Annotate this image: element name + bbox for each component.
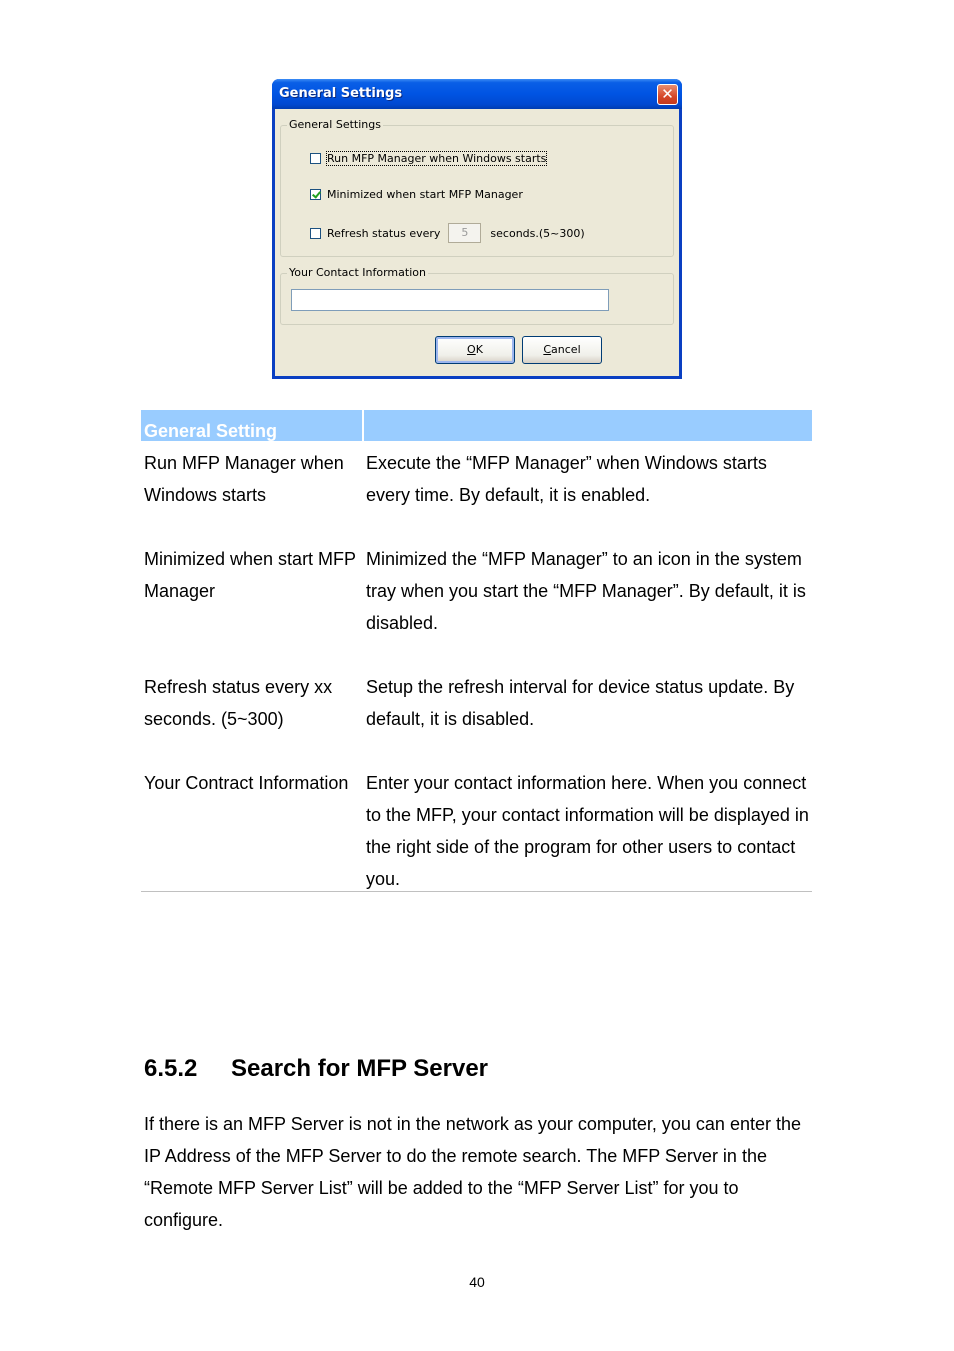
table-header-separator <box>362 410 364 441</box>
contact-info-group-label: Your Contact Information <box>289 266 426 279</box>
cancel-button-accesskey: C <box>543 343 552 356</box>
dialog-titlebar[interactable] <box>272 79 682 109</box>
ok-button[interactable] <box>435 336 515 364</box>
section-title: Search for MFP Server <box>231 1055 489 1082</box>
page-number: 40 <box>469 1274 485 1290</box>
table-header-label: General Setting <box>144 421 278 441</box>
table-header <box>141 410 812 441</box>
ok-button-accesskey: O <box>467 343 476 356</box>
refresh-status-label: Refresh status every <box>327 226 441 240</box>
section-heading <box>144 1053 488 1085</box>
option-refresh-status[interactable] <box>310 222 585 244</box>
refresh-interval-input[interactable]: 5 <box>448 223 481 243</box>
dialog-title: General Settings <box>279 86 403 101</box>
ok-button-label: K <box>475 343 483 356</box>
refresh-status-checkbox[interactable] <box>310 228 321 239</box>
option-run-on-startup[interactable] <box>310 150 546 166</box>
table-row-setting: Minimized when start MFP Manager <box>144 549 356 601</box>
section-body: If there is an MFP Server is not in the network as your computer, you can enter the IP Address of the MFP Server to do the remote search. The MFP Server in the “Remote MFP Server List” will be added to the “MFP Server List” for you to configure. <box>144 1114 801 1230</box>
minimized-label: Minimized when start MFP Manager <box>327 187 523 201</box>
run-on-startup-label: Run MFP Manager when Windows starts <box>327 151 547 165</box>
option-minimized[interactable] <box>310 186 523 202</box>
minimized-checkbox[interactable] <box>310 189 321 200</box>
contact-info-input[interactable] <box>291 289 609 311</box>
close-icon[interactable]: ✕ <box>657 84 678 105</box>
general-settings-group-label: General Settings <box>289 118 381 131</box>
refresh-interval-suffix: seconds.(5~300) <box>490 226 585 240</box>
table-row-setting: Run MFP Manager when Windows starts <box>144 453 344 505</box>
table-row-description: Execute the “MFP Manager” when Windows starts every time. By default, it is enabled. <box>366 453 767 505</box>
cancel-button-label: ancel <box>551 343 581 356</box>
table-row-description: Enter your contact information here. When you connect to the MFP, your contact information will be displayed in the right side of the program for other users to contact you. <box>366 773 809 889</box>
table-bottom-rule <box>141 891 812 892</box>
run-on-startup-checkbox[interactable] <box>310 153 321 164</box>
table-row-setting: Your Contract Information <box>144 773 349 793</box>
cancel-button[interactable] <box>522 336 602 364</box>
table-row-description: Setup the refresh interval for device status update. By default, it is disabled. <box>366 677 795 729</box>
section-number: 6.5.2 <box>144 1055 198 1082</box>
table-row-description: Minimized the “MFP Manager” to an icon in the system tray when you start the “MFP Manager”. By default, it is disabled. <box>366 549 806 633</box>
table-row-setting: Refresh status every xx seconds. (5~300) <box>144 677 333 729</box>
general-settings-dialog <box>272 79 682 379</box>
